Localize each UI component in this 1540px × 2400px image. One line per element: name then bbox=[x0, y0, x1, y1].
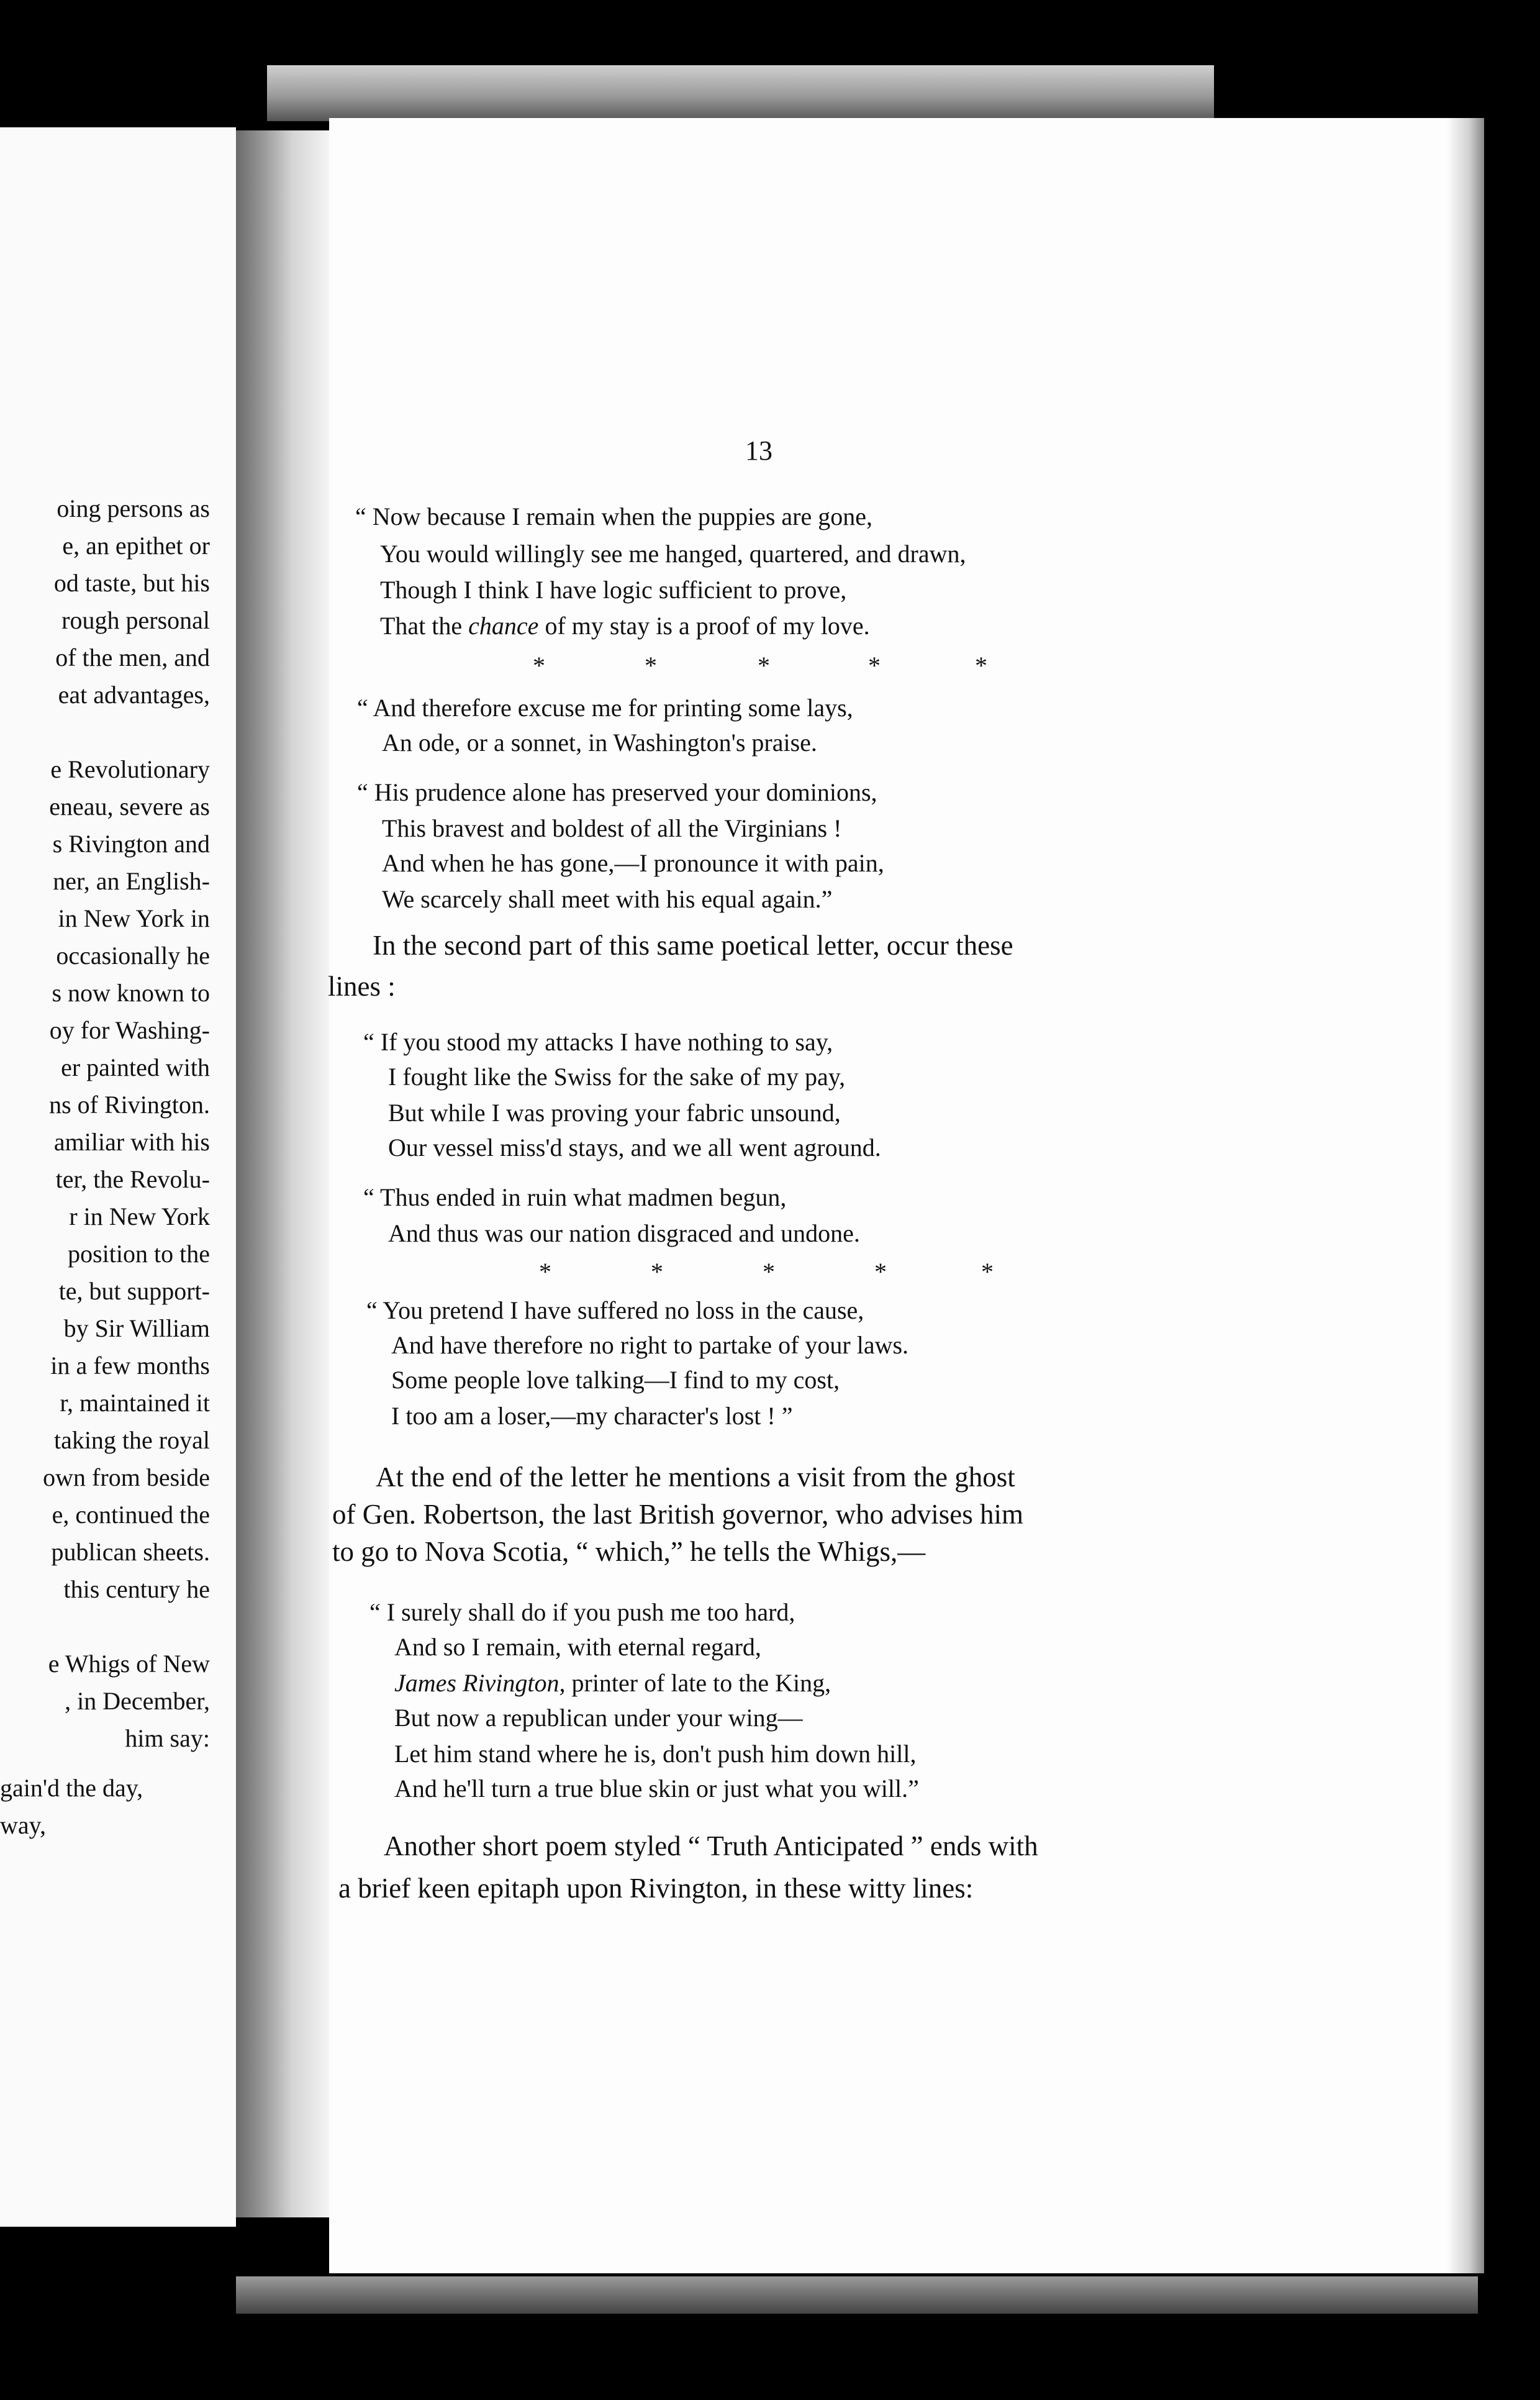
verse-line: We scarcely shall meet with his equal again.” bbox=[382, 885, 833, 913]
left-page-line: gain'd the day, bbox=[0, 1774, 143, 1802]
left-page-line: way, bbox=[0, 1811, 47, 1839]
left-page-line: ner, an English- bbox=[53, 867, 210, 895]
book-bottom-edge bbox=[236, 2276, 1478, 2314]
left-page-line: rough personal bbox=[61, 606, 210, 634]
verse-line: And have therefore no right to partake of your laws. bbox=[391, 1331, 909, 1359]
left-page-line: oing persons as bbox=[57, 494, 210, 522]
left-page-line: eat advantages, bbox=[58, 681, 210, 709]
left-page-line: s Rivington and bbox=[52, 830, 210, 858]
left-page-line: in New York in bbox=[58, 904, 210, 932]
left-page-line: r, maintained it bbox=[60, 1389, 210, 1417]
book-top-edge bbox=[267, 65, 1214, 121]
left-page-line: e Whigs of New bbox=[48, 1650, 210, 1678]
verse-line: But now a republican under your wing— bbox=[394, 1704, 803, 1732]
verse-line: “ If you stood my attacks I have nothing to say, bbox=[363, 1028, 833, 1056]
verse-line: Let him stand where he is, don't push him down hill, bbox=[394, 1740, 917, 1768]
verse-line: This bravest and boldest of all the Virginians ! bbox=[382, 814, 842, 842]
book-gutter bbox=[236, 130, 329, 2217]
verse-line: But while I was proving your fabric unsound, bbox=[388, 1099, 841, 1127]
left-page-line: amiliar with his bbox=[53, 1128, 210, 1156]
verse-line: You would willingly see me hanged, quartered, and drawn, bbox=[380, 540, 966, 568]
verse-line: “ His prudence alone has preserved your dominions, bbox=[357, 778, 877, 806]
verse-line: James Rivington, printer of late to the King, bbox=[394, 1669, 831, 1697]
left-page-line: occasionally he bbox=[56, 942, 210, 970]
left-page-line: position to the bbox=[68, 1240, 210, 1268]
left-page-line: eneau, severe as bbox=[49, 793, 210, 820]
verse-line: “ Thus ended in ruin what madmen begun, bbox=[363, 1183, 787, 1211]
left-page-line: e Revolutionary bbox=[50, 755, 210, 783]
prose-line: In the second part of this same poetical letter, occur these bbox=[373, 930, 1013, 961]
verse-line: And thus was our nation disgraced and undone. bbox=[388, 1219, 860, 1247]
left-page-line: this century he bbox=[63, 1575, 210, 1603]
left-page-line: , in December, bbox=[65, 1687, 210, 1715]
prose-line: of Gen. Robertson, the last British governor, who advises him bbox=[332, 1499, 1024, 1530]
left-page-line: by Sir William bbox=[63, 1314, 210, 1342]
verse-line: And when he has gone,—I pronounce it with pain, bbox=[382, 849, 884, 877]
left-page-line: own from beside bbox=[43, 1463, 210, 1491]
verse-line: Some people love talking—I find to my cost, bbox=[391, 1366, 840, 1394]
left-page bbox=[0, 127, 236, 2227]
prose-line: At the end of the letter he mentions a visit from the ghost bbox=[376, 1461, 1015, 1493]
prose-line: lines : bbox=[328, 971, 396, 1002]
prose-line: Another short poem styled “ Truth Anticipated ” ends with bbox=[384, 1830, 1038, 1861]
prose-line: to go to Nova Scotia, “ which,” he tells the Whigs,— bbox=[332, 1536, 926, 1567]
page-edge bbox=[1447, 118, 1484, 2273]
verse-line: Our vessel miss'd stays, and we all went aground. bbox=[388, 1134, 881, 1161]
left-page-line: s now known to bbox=[52, 979, 210, 1007]
verse-line: “ You pretend I have suffered no loss in the cause, bbox=[366, 1296, 864, 1324]
verse-line: “ I surely shall do if you push me too hard, bbox=[369, 1598, 795, 1626]
left-page-line: e, continued the bbox=[52, 1501, 210, 1529]
left-page-line: in a few months bbox=[50, 1352, 210, 1380]
verse-line: I fought like the Swiss for the sake of my pay, bbox=[388, 1063, 846, 1091]
verse-line: And he'll turn a true blue skin or just what you will.” bbox=[394, 1775, 919, 1802]
verse-line: “ And therefore excuse me for printing some lays, bbox=[357, 694, 853, 722]
verse-line: That the chance of my stay is a proof of my love. bbox=[380, 612, 870, 640]
left-page-line: r in New York bbox=[69, 1202, 210, 1230]
prose-line: a brief keen epitaph upon Rivington, in these witty lines: bbox=[338, 1873, 974, 1904]
verse-line: I too am a loser,—my character's lost ! ” bbox=[391, 1402, 793, 1430]
left-page-line: te, but support- bbox=[58, 1277, 210, 1305]
left-page-line: of the men, and bbox=[55, 643, 210, 671]
left-page-line: him say: bbox=[125, 1724, 210, 1752]
left-page-line: od taste, but his bbox=[53, 569, 210, 597]
verse-line: And so I remain, with eternal regard, bbox=[394, 1633, 761, 1661]
left-page-line: taking the royal bbox=[53, 1426, 210, 1454]
left-page-line: ter, the Revolu- bbox=[55, 1165, 210, 1193]
left-page-line: publican sheets. bbox=[51, 1538, 210, 1566]
page-number: 13 bbox=[745, 435, 772, 466]
verse-line: “ Now because I remain when the puppies are gone, bbox=[355, 502, 873, 530]
verse-line: An ode, or a sonnet, in Washington's praise. bbox=[382, 729, 817, 757]
left-page-line: er painted with bbox=[61, 1053, 210, 1081]
left-page-line: oy for Washing- bbox=[49, 1016, 210, 1044]
verse-line: Though I think I have logic sufficient to prove, bbox=[380, 576, 847, 604]
left-page-line: ns of Rivington. bbox=[49, 1091, 210, 1119]
left-page-line: e, an epithet or bbox=[62, 532, 210, 560]
